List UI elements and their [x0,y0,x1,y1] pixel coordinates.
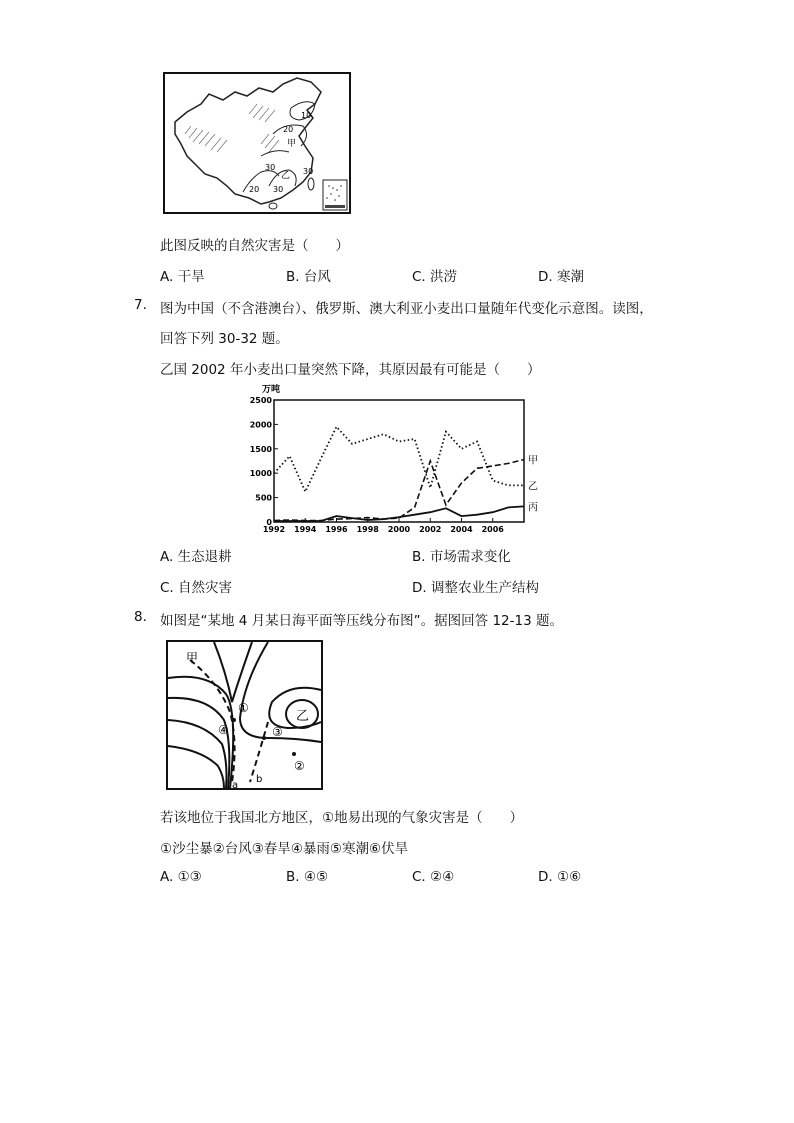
q8-question: 若该地位于我国北方地区，①地易出现的气象灾害是（ ） [160,810,524,826]
y-tick-label: 2000 [249,420,272,430]
x-tick-label: 1992 [262,525,286,534]
x-tick-label: 1996 [325,525,348,534]
x-tick-label: 1998 [356,525,379,534]
x-tick-label: 1994 [294,525,317,534]
map-label-circle4: ④ [218,723,229,737]
q8-option-b[interactable]: B. ④⑤ [286,869,329,885]
q6-option-a[interactable]: A. 干旱 [160,269,205,285]
series-label-2: 乙 [528,481,538,493]
q7-number: 7. [134,297,147,313]
wheat-export-chart [249,380,548,540]
china-map-figure [163,72,351,214]
q8-intro: 如图是“某地 4 月某日海平面等压线分布图”。据图回答 12-13 题。 [160,613,563,629]
x-tick-label: 2000 [387,525,411,534]
q8-number: 8. [134,609,147,625]
x-tick-label: 2004 [450,525,473,534]
series-line-1 [274,460,524,521]
map-label-yi: 乙 [296,709,310,724]
q6-option-b[interactable]: B. 台风 [286,269,331,285]
south-china-sea-inset [323,180,347,210]
q7-option-a[interactable]: A. 生态退耕 [160,549,232,565]
q7-question: 乙国 2002 年小麦出口量突然下降，其原因最有可能是（ ） [160,362,541,378]
map-label-a: a [232,780,239,791]
y-tick-label: 1500 [249,444,272,454]
label-20a: 20 [283,125,294,134]
y-tick-label: 0 [266,518,272,527]
isobar-map-figure [166,640,323,790]
map-label-circle3: ③ [272,725,283,739]
q8-choices: ①沙尘暴②台风③春旱④暴雨⑤寒潮⑥伏旱 [160,841,409,857]
y-tick-label: 2500 [249,396,272,405]
q6-option-c[interactable]: C. 洪涝 [412,269,458,285]
map-label-b: b [256,774,263,785]
series-label-3: 丙 [528,502,538,514]
q7-intro-line1: 图为中国（不含港澳台）、俄罗斯、澳大利亚小麦出口量随年代变化示意图。读图， [160,301,653,317]
q8-option-d[interactable]: D. ①⑥ [538,869,582,885]
series-line-2 [274,427,524,492]
map-label-circle1: ① [238,701,249,715]
y-tick-label: 1000 [249,469,272,479]
label-30c: 30 [303,167,314,176]
label-jia: 甲 [287,139,297,149]
isoline-30b [261,151,289,156]
q7-option-c[interactable]: C. 自然灾害 [160,580,233,596]
q8-option-a[interactable]: A. ①③ [160,869,202,885]
label-30a: 30 [265,163,276,172]
y-axis-label: 万吨 [262,385,281,395]
map-label-jia: 甲 [186,651,199,665]
q7-option-b[interactable]: B. 市场需求变化 [412,549,511,565]
q7-option-d[interactable]: D. 调整农业生产结构 [412,580,539,596]
q6-question: 此图反映的自然灾害是（ ） [160,238,349,254]
x-tick-label: 2006 [481,525,504,534]
q8-option-c[interactable]: C. ②④ [412,869,455,885]
q7-intro-line2: 回答下列 30-32 题。 [160,331,289,347]
y-tick-label: 500 [255,493,272,503]
series-label-1: 甲 [528,455,538,467]
map-label-circle2: ② [294,759,305,773]
label-30b: 30 [273,185,284,194]
chart-frame [274,400,524,522]
label-yi: 乙 [281,171,291,181]
isobar-map [168,642,321,791]
china-isoline-map [165,74,349,212]
label-10: 10 [301,111,312,120]
x-tick-label: 2002 [419,525,442,534]
label-20b: 20 [249,185,260,194]
q6-option-d[interactable]: D. 寒潮 [538,269,584,285]
